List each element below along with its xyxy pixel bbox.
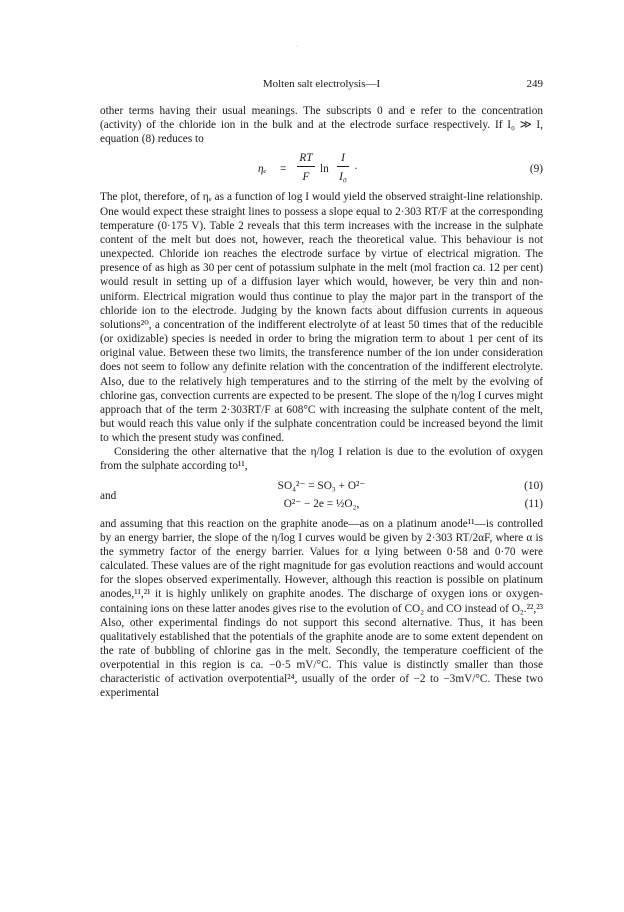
eq9-frac2-denominator: I₀: [339, 171, 347, 184]
page-number: 249: [526, 78, 543, 90]
body-text: [100, 104, 543, 701]
eq9-trailing-dot: ·: [354, 163, 358, 176]
equation-9-number: (9): [529, 163, 543, 176]
conjunction-and: and: [100, 489, 117, 502]
equation-9: [100, 146, 543, 190]
intro-paragraph: other terms having their usual meanings. The subscripts 0 and e refer to the concentration (activity) of the chloride ion in the bulk and at the electrode surface respectively. If I₀ ≫ I, equation (8) reduces to: [100, 105, 543, 146]
eq9-equals: =: [280, 163, 287, 176]
equation-10-expression: SO₄²⁻ = SO₃ + O²⁻: [277, 479, 366, 492]
eq9-frac1-bar: [297, 166, 315, 167]
eq9-frac1-denominator: F: [302, 171, 310, 184]
equation-11: [100, 489, 543, 513]
eq9-ln: ln: [320, 163, 329, 176]
eq9-frac2-numerator: I: [341, 152, 345, 165]
eq9-frac2-bar: [337, 166, 349, 167]
paragraph-3: and assuming that this reaction on the graphite anode—as on a platinum anode¹¹—is controlled by an energy barrier, the slope of the η/log I curves would be given by 2·303 RT/2αF, where α is the symmetry factor of the energy barrier. Values for α lying between 0·58 and 0·70 were calculated. These values are of the right magnitude for gas evolution reactions and would account for the slopes observed experimentally. However, although this reaction is possible on platinum anodes,¹¹,²¹ it is highly unlikely on graphite anodes. The discharge of oxygen ions or oxygen-containing ions on these latter anodes gives rise to the evolution of CO₂ and CO instead of O₂.²²,²³ Also, other experimental findings do not support this second alternative. Thus, it has been qualitatively established that the potentials of the graphite anode are to some extent dependent on the rate of bubbling of chlorine gas in the melt. Secondly, the temperature coefficient of the overpotential in this region is ca. −0·5 mV/°C. This value is distinctly smaller than those characteristic of activation overpotential²⁴, usually of the order of −2 to −3mV/°C. These two experimental: [100, 517, 543, 700]
equation-10: [100, 477, 543, 495]
running-title: Molten salt electrolysis—I: [262, 78, 381, 90]
eq9-lhs: ηₑ: [258, 163, 267, 176]
equation-11-expression: O²⁻ − 2e = ½O₂,: [283, 497, 360, 510]
equation-10-number: (10): [524, 479, 543, 492]
equation-11-number: (11): [524, 497, 543, 510]
page-mark: ·: [296, 44, 298, 50]
eq9-frac1-numerator: RT: [299, 152, 313, 165]
paragraph-1: The plot, therefore, of ηₑ as a function of log I would yield the observed straight-line relationship. One would expect these straight lines to possess a slope equal to 2·303 RT/F at the corresponding temperature (0·175 V). Table 2 reveals that this term increases with the increase in the sulphate content of the melt but does not, however, reach the theoretical value. This behaviour is not unexpected. Chloride ion reaches the electrode surface by virtue of electrical migration. The presence of as high as 30 per cent of potassium sulphate in the melt (mol fraction ca. 12 per cent) would result in setting up of a diffusion layer which would, however, be very thin and non-uniform. Electrical migration would thus continue to play the major part in the transport of the chloride ion to the electrode. Judging by the known facts about diffusion currents in aqueous solutions²⁰, a concentration of the indifferent electrolyte of at least 50 times that of the reducible (or oxidizable) species is needed in order to bring the migration term to about 1 per cent of its original value. Between these two limits, the transference number of the ion under consideration does not seem to follow any definite relation with the concentration of the indifferent electrolyte. Also, due to the relatively high temperatures and to the stirring of the melt by the evolving of chlorine gas, convection currents are expected to be present. The slope of the η/log I curves might approach that of the term 2·303RT/F at 608°C with increasing the sulphate content of the melt, but would reach this value only if the sulphate concentration could be increased beyond the limit to which the present study was confined.: [100, 191, 543, 445]
paragraph-2: Considering the other alternative that the η/log I relation is due to the evolution of oxygen from the sulphate according to¹¹,: [100, 446, 543, 473]
